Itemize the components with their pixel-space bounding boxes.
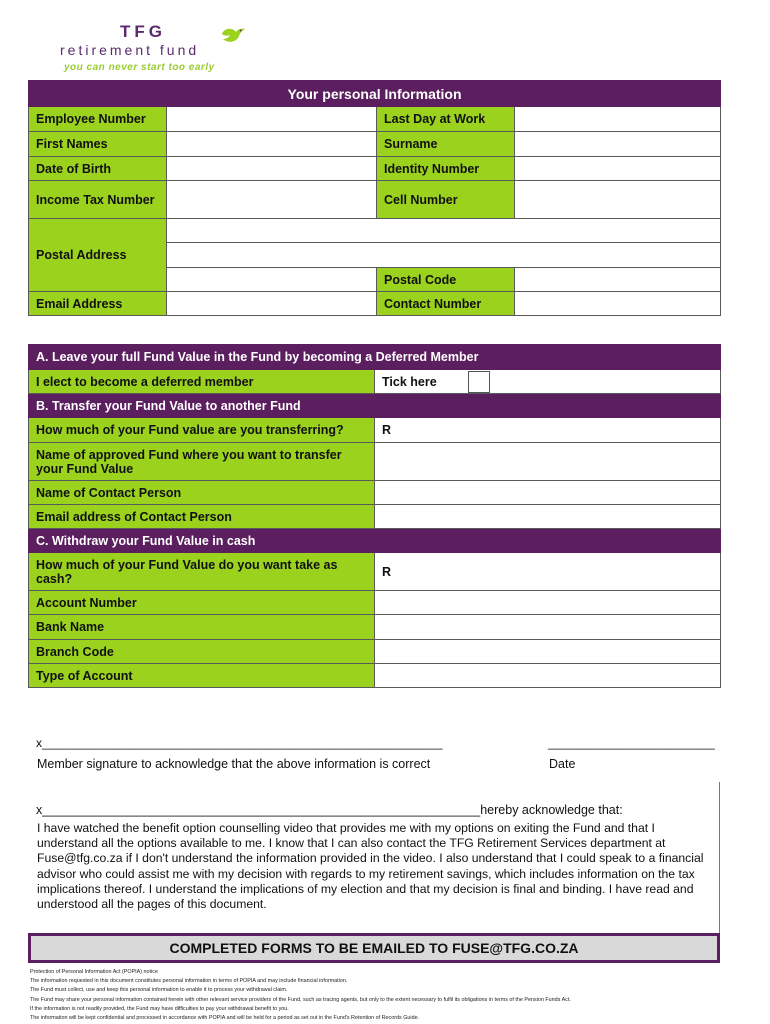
logo-brand: TFG — [120, 22, 166, 41]
id-number-label: Identity Number — [377, 157, 515, 181]
tick-here-label: Tick here — [382, 374, 437, 389]
cash-amount-label: How much of your Fund Value do you want take as cash? — [29, 553, 375, 591]
logo-tagline: you can never start too early — [64, 62, 215, 73]
email-address-label: Email Address — [29, 292, 167, 316]
deferred-member-checkbox[interactable] — [468, 371, 490, 393]
date-line[interactable]: _________________________ — [548, 736, 715, 750]
account-type-field[interactable] — [375, 664, 721, 688]
bank-name-field[interactable] — [375, 615, 721, 640]
section-a-title: A. Leave your full Fund Value in the Fund by becoming a Deferred Member — [29, 345, 721, 370]
first-names-field[interactable] — [167, 132, 377, 157]
acknowledgement-signature-line[interactable]: x_______________________________________________________________hereby acknowledge that: — [36, 803, 623, 817]
last-day-label: Last Day at Work — [377, 107, 515, 132]
acknowledgement-text: I have watched the benefit option counselling video that provides me with my options on exiting the Fund and that I understand all the options available to me. I know that I can also contact the TFG Retirement Services department at Fuse@tfg.co.za if I don't understand the information provided in the video. I also understand that I could speak to a financial advisor who could assist me with my decision with regards to my retirement savings, which includes information on the tax implications thereof. I understand the implications of my election and that my decision is final and binding. I have read and understood all the pages of this document. — [37, 821, 704, 912]
popia-line: If the information is not readily provided, the Fund may have difficulties to pay your withdrawal benefit to you. — [30, 1005, 289, 1012]
popia-line: The Fund must collect, use and keep this personal information to enable it to process your withdrawal claim. — [30, 987, 288, 994]
cash-amount-field[interactable] — [375, 553, 721, 591]
postal-address-line-2[interactable] — [167, 243, 721, 268]
id-number-field[interactable] — [515, 157, 721, 181]
email-forms-banner: COMPLETED FORMS TO BE EMAILED TO FUSE@TFG.CO.ZA — [28, 933, 720, 963]
contact-email-label: Email address of Contact Person — [29, 505, 375, 529]
bird-icon — [218, 24, 246, 46]
income-tax-label: Income Tax Number — [29, 181, 167, 219]
first-names-label: First Names — [29, 132, 167, 157]
popia-line: The information will be kept confidential and processed in accordance with POPIA and will be held for a period as set out in the Fund's Retention of Records Guide. — [30, 1015, 420, 1022]
postal-address-line-1[interactable] — [167, 219, 721, 243]
contact-person-label: Name of Contact Person — [29, 481, 375, 505]
contact-number-label: Contact Number — [377, 292, 515, 316]
member-signature-label: Member signature to acknowledge that the above information is correct — [37, 757, 431, 771]
employee-number-label: Employee Number — [29, 107, 167, 132]
postal-address-line-3[interactable] — [167, 268, 377, 292]
account-number-field[interactable] — [375, 591, 721, 615]
branch-code-field[interactable] — [375, 640, 721, 664]
personal-info-table — [28, 80, 721, 316]
branch-code-label: Branch Code — [29, 640, 375, 664]
popia-line: Protection of Personal Information Act (POPIA) notice — [30, 969, 158, 975]
approved-fund-field[interactable] — [375, 443, 721, 481]
popia-notice — [30, 968, 730, 1023]
postal-code-field[interactable] — [515, 268, 721, 292]
dob-label: Date of Birth — [29, 157, 167, 181]
contact-email-field[interactable] — [375, 505, 721, 529]
income-tax-field[interactable] — [167, 181, 377, 219]
surname-field[interactable] — [515, 132, 721, 157]
popia-line: The information requested in this document constitutes personal information in terms of POPIA and may include financial information. — [30, 978, 348, 985]
cell-number-label: Cell Number — [377, 181, 515, 219]
account-number-label: Account Number — [29, 591, 375, 615]
section-b-title: B. Transfer your Fund Value to another Fund — [29, 394, 721, 418]
deferred-member-label: I elect to become a deferred member — [29, 370, 375, 394]
popia-line: The Fund may share your personal information contained herein with other relevant service providers of the Fund, such as tracing agents, but only to the extent necessary to fulfil its obligations in terms of the Pension Funds Act. — [30, 996, 571, 1003]
member-signature-line[interactable]: x____________________________________________________________ — [36, 736, 443, 750]
postal-address-label: Postal Address — [29, 219, 167, 292]
transfer-amount-label: How much of your Fund value are you transferring? — [29, 418, 375, 443]
deferred-tick-cell — [375, 370, 721, 394]
currency-symbol: R — [382, 564, 392, 579]
last-day-field[interactable] — [515, 107, 721, 132]
currency-symbol: R — [382, 423, 392, 437]
postal-code-label: Postal Code — [377, 268, 515, 292]
surname-label: Surname — [377, 132, 515, 157]
contact-person-field[interactable] — [375, 481, 721, 505]
tfg-logo — [58, 22, 258, 77]
logo-name: retirement fund — [60, 42, 200, 58]
personal-info-title: Your personal Information — [29, 81, 721, 107]
fund-options-table — [28, 344, 721, 688]
contact-number-field[interactable] — [515, 292, 721, 316]
employee-number-field[interactable] — [167, 107, 377, 132]
bank-name-label: Bank Name — [29, 615, 375, 640]
date-label: Date — [549, 757, 576, 771]
dob-field[interactable] — [167, 157, 377, 181]
approved-fund-label: Name of approved Fund where you want to transfer your Fund Value — [29, 443, 375, 481]
transfer-amount-field[interactable] — [375, 418, 721, 443]
email-address-field[interactable] — [167, 292, 377, 316]
account-type-label: Type of Account — [29, 664, 375, 688]
section-c-title: C. Withdraw your Fund Value in cash — [29, 529, 721, 553]
cell-number-field[interactable] — [515, 181, 721, 219]
